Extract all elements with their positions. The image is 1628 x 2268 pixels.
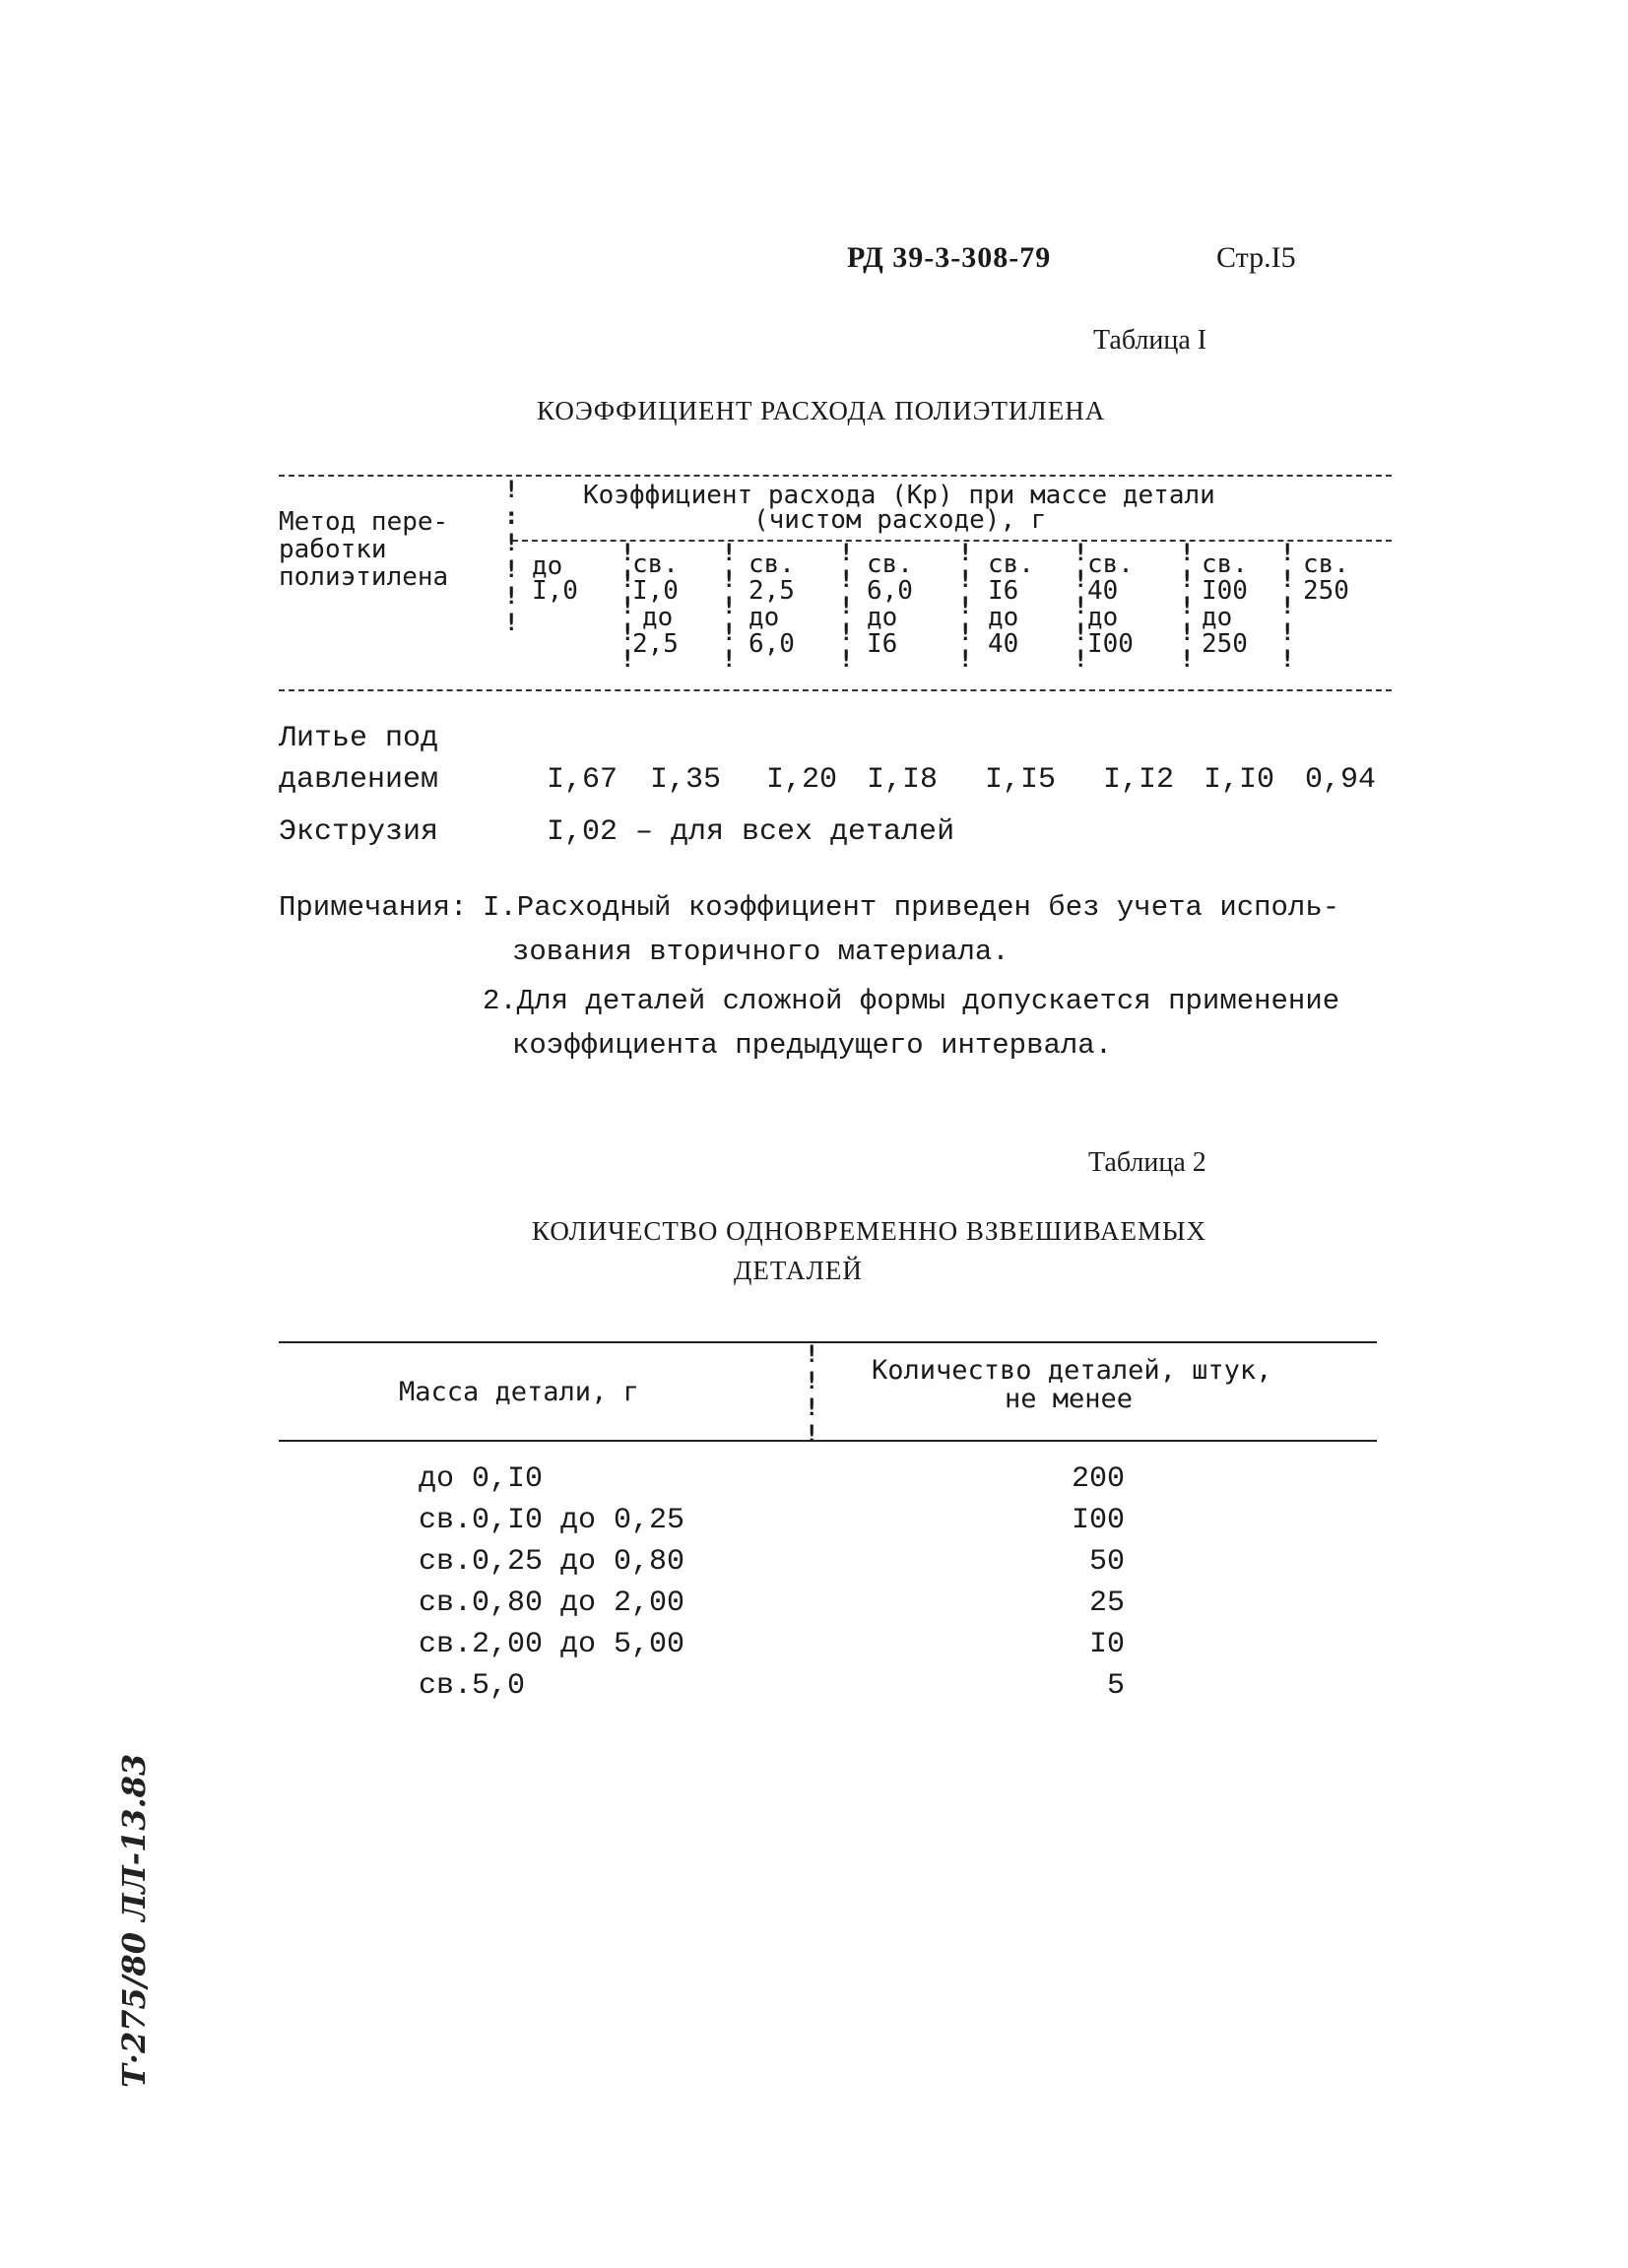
column-header-line: 40 — [988, 629, 1019, 659]
stamp-text: Т·275/80 ЛЛ-13.83 — [115, 1753, 153, 2088]
table2-col2-header-line-2: не менее — [1005, 1384, 1134, 1414]
column-header-line: I6 — [867, 629, 898, 659]
mass-cell: св.0,25 до 0,80 — [419, 1545, 685, 1579]
mass-cell: св.0,I0 до 0,25 — [419, 1504, 685, 1537]
column-header-line: I,0 — [532, 576, 578, 606]
table-cell: I,I0 — [1204, 763, 1275, 797]
count-cell: 200 — [1071, 1462, 1125, 1496]
row-method-line: давлением — [279, 763, 439, 797]
column-header-line: св. — [749, 550, 795, 579]
method-header-line-2: работки — [279, 535, 387, 564]
column-header-line: св. — [1087, 550, 1134, 579]
note-line: 2.Для деталей сложной формы допускается применение — [483, 985, 1340, 1017]
count-cell: 25 — [1088, 1587, 1125, 1620]
table2-column-separator: ! ! ! ! — [805, 1340, 819, 1448]
table2-header-bottom-rule — [279, 1440, 1377, 1442]
table-cell: I,02 – для всех деталей — [547, 815, 955, 849]
column-header-line: 40 — [1087, 576, 1119, 606]
table-cell: I,I5 — [985, 763, 1057, 797]
table-cell: I,I8 — [867, 763, 939, 797]
count-cell: 50 — [1088, 1545, 1125, 1579]
document-code: РД 39-3-308-79 — [847, 241, 1052, 274]
separator: ! ! ! ! ! — [620, 539, 635, 673]
table2-title-line-1: КОЛИЧЕСТВО ОДНОВРЕМЕННО ВЗВЕШИВАЕМЫХ — [532, 1216, 1207, 1246]
page-number: Стр.I5 — [1216, 241, 1296, 274]
separator: ! : ! ! ! ! — [504, 476, 519, 636]
note-line: I.Расходный коэффициент приведен без учета исполь- — [483, 891, 1340, 924]
notes-label: Примечания: — [279, 891, 468, 924]
group-header-line-1: Коэффициент расхода (Кр) при массе детали — [583, 481, 1215, 510]
column-header-line: до — [749, 603, 780, 632]
method-header-line-1: Метод пере- — [279, 507, 449, 537]
column-header-line: до — [988, 603, 1019, 632]
column-header-line: до — [642, 603, 674, 632]
column-header-line: 6,0 — [867, 576, 913, 606]
table-cell: I,67 — [547, 763, 619, 797]
table2-title-line-2: ДЕТАЛЕЙ — [734, 1256, 863, 1285]
separator: ! ! ! ! ! — [722, 539, 737, 673]
note-line: коэффициента предыдущего интервала. — [512, 1029, 1113, 1062]
column-header-line: I,0 — [632, 576, 679, 606]
column-header-line: до — [532, 551, 563, 581]
table2-col2-header-line-1: Количество деталей, штук, — [872, 1355, 1272, 1386]
column-header-line: 6,0 — [749, 629, 795, 659]
note-line: зования вторичного материала. — [512, 936, 1009, 968]
table1-top-rule — [279, 475, 1392, 477]
mass-cell: св.0,80 до 2,00 — [419, 1587, 685, 1620]
table-cell: I,20 — [766, 763, 838, 797]
row-method-line: Литье под — [279, 722, 439, 755]
column-header-line: 250 — [1202, 629, 1248, 659]
mass-cell: св.2,00 до 5,00 — [419, 1628, 685, 1661]
table2-top-rule — [279, 1341, 1377, 1343]
column-header-line: до — [867, 603, 898, 632]
table-cell: I,35 — [650, 763, 722, 797]
table1-header-bottom-rule — [279, 689, 1392, 691]
column-header-line: 2,5 — [749, 576, 795, 606]
method-header-line-3: полиэтилена — [279, 562, 449, 592]
group-header-line-2: (чистом расходе), г — [753, 505, 1047, 535]
row-method-line: Экструзия — [279, 815, 439, 849]
table2-col1-header: Масса детали, г — [399, 1377, 639, 1407]
column-header-line: св. — [632, 550, 679, 579]
separator: ! ! ! ! ! — [1074, 539, 1088, 673]
mass-cell: до 0,I0 — [419, 1462, 544, 1496]
count-cell: I00 — [1071, 1504, 1125, 1537]
column-header-line: до — [1087, 603, 1119, 632]
separator: ! ! ! ! ! — [958, 539, 973, 673]
table1-label: Таблица I — [1093, 325, 1207, 356]
column-header-line: 2,5 — [632, 629, 679, 659]
column-header-line: I00 — [1087, 629, 1134, 659]
table1-group-rule — [512, 540, 1392, 542]
column-header-line: св. — [1303, 550, 1349, 579]
count-cell: I0 — [1088, 1628, 1125, 1661]
separator: ! ! ! ! ! — [839, 539, 854, 673]
table-cell: 0,94 — [1305, 763, 1377, 797]
handwritten-stamp — [94, 1694, 172, 2088]
column-header-line: до — [1202, 603, 1233, 632]
table-cell: I,I2 — [1103, 763, 1175, 797]
column-header-line: св. — [988, 550, 1034, 579]
column-header-line: I6 — [988, 576, 1019, 606]
table2-label: Таблица 2 — [1088, 1147, 1206, 1178]
column-header-line: I00 — [1202, 576, 1248, 606]
table1-title: КОЭФФИЦИЕНТ РАСХОДА ПОЛИЭТИЛЕНА — [537, 396, 1106, 425]
separator: ! ! ! ! ! — [1280, 539, 1295, 673]
separator: ! ! ! ! ! — [1180, 539, 1195, 673]
column-header-line: 250 — [1303, 576, 1349, 606]
mass-cell: св.5,0 — [419, 1669, 526, 1703]
column-header-line: св. — [1202, 550, 1248, 579]
count-cell: 5 — [1106, 1669, 1125, 1703]
column-header-line: св. — [867, 550, 913, 579]
